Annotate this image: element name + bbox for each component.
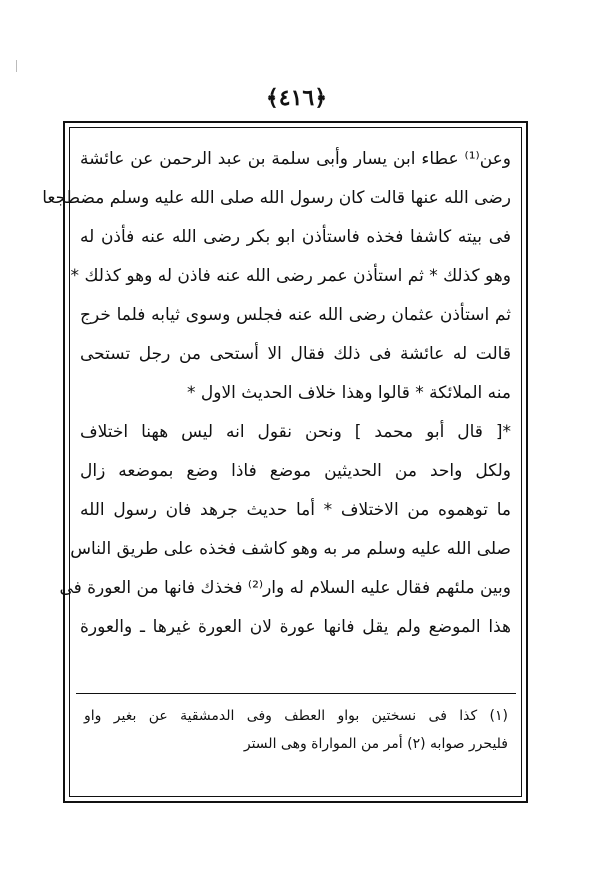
text-line: وعن⁽¹⁾ عطاء ابن يسار وأبى سلمة بن عبد الرحمن عن عائشة	[80, 149, 511, 169]
text-line: منه الملائكة * قالوا وهذا خلاف الحديث الاول *	[187, 383, 511, 403]
text-line: فى بيته كاشفا فخذه فاستأذن ابو بكر رضى الله عنه فأذن له	[80, 227, 511, 247]
text-line: وبين ملئهم فقال عليه السلام له وار⁽²⁾ فخذك فانها من العورة فى	[59, 578, 511, 598]
text-line: صلى الله عليه وسلم مر به وهو كاشف فخذه على طريق الناس	[70, 539, 511, 559]
text-line: ثم استأذن عثمان رضى الله عنه فجلس وسوى ثيابه فلما خرج	[80, 305, 511, 325]
text-line: ولكل واحد من الحديثين موضع فاذا وضع بموضعه زال	[80, 461, 511, 481]
text-line: وهو كذلك * ثم استأذن عمر رضى الله عنه فاذن له وهو كذلك *	[70, 266, 511, 286]
text-line: رضى الله عنها قالت كان رسول الله صلى الله عليه وسلم مضطجعا	[42, 188, 511, 208]
text-line: ما توهموه من الاختلاف * أما حديث جرهد فان رسول الله	[80, 500, 511, 520]
footnotes	[84, 702, 508, 758]
margin-mark	[16, 60, 17, 72]
text-line: هذا الموضع ولم يقل فانها عورة لان العورة غيرها ـ والعورة	[80, 617, 511, 637]
footnote-line: (١) كذا فى نسختين بواو العطف وفى الدمشقية عن بغير واو	[84, 708, 508, 724]
footnote-line: فليحرر صوابه (٢) أمر من المواراة وهى الستر	[243, 736, 508, 752]
body-text	[42, 140, 511, 647]
text-line: قالت له عائشة فى ذلك فقال الا أستحى من رجل تستحى	[80, 344, 511, 364]
footnote-divider	[76, 693, 516, 694]
page-number: ﴿٤١٦﴾	[265, 85, 328, 111]
text-line: *[ قال أبو محمد ] ونحن نقول انه ليس ههنا اختلاف	[80, 422, 511, 442]
